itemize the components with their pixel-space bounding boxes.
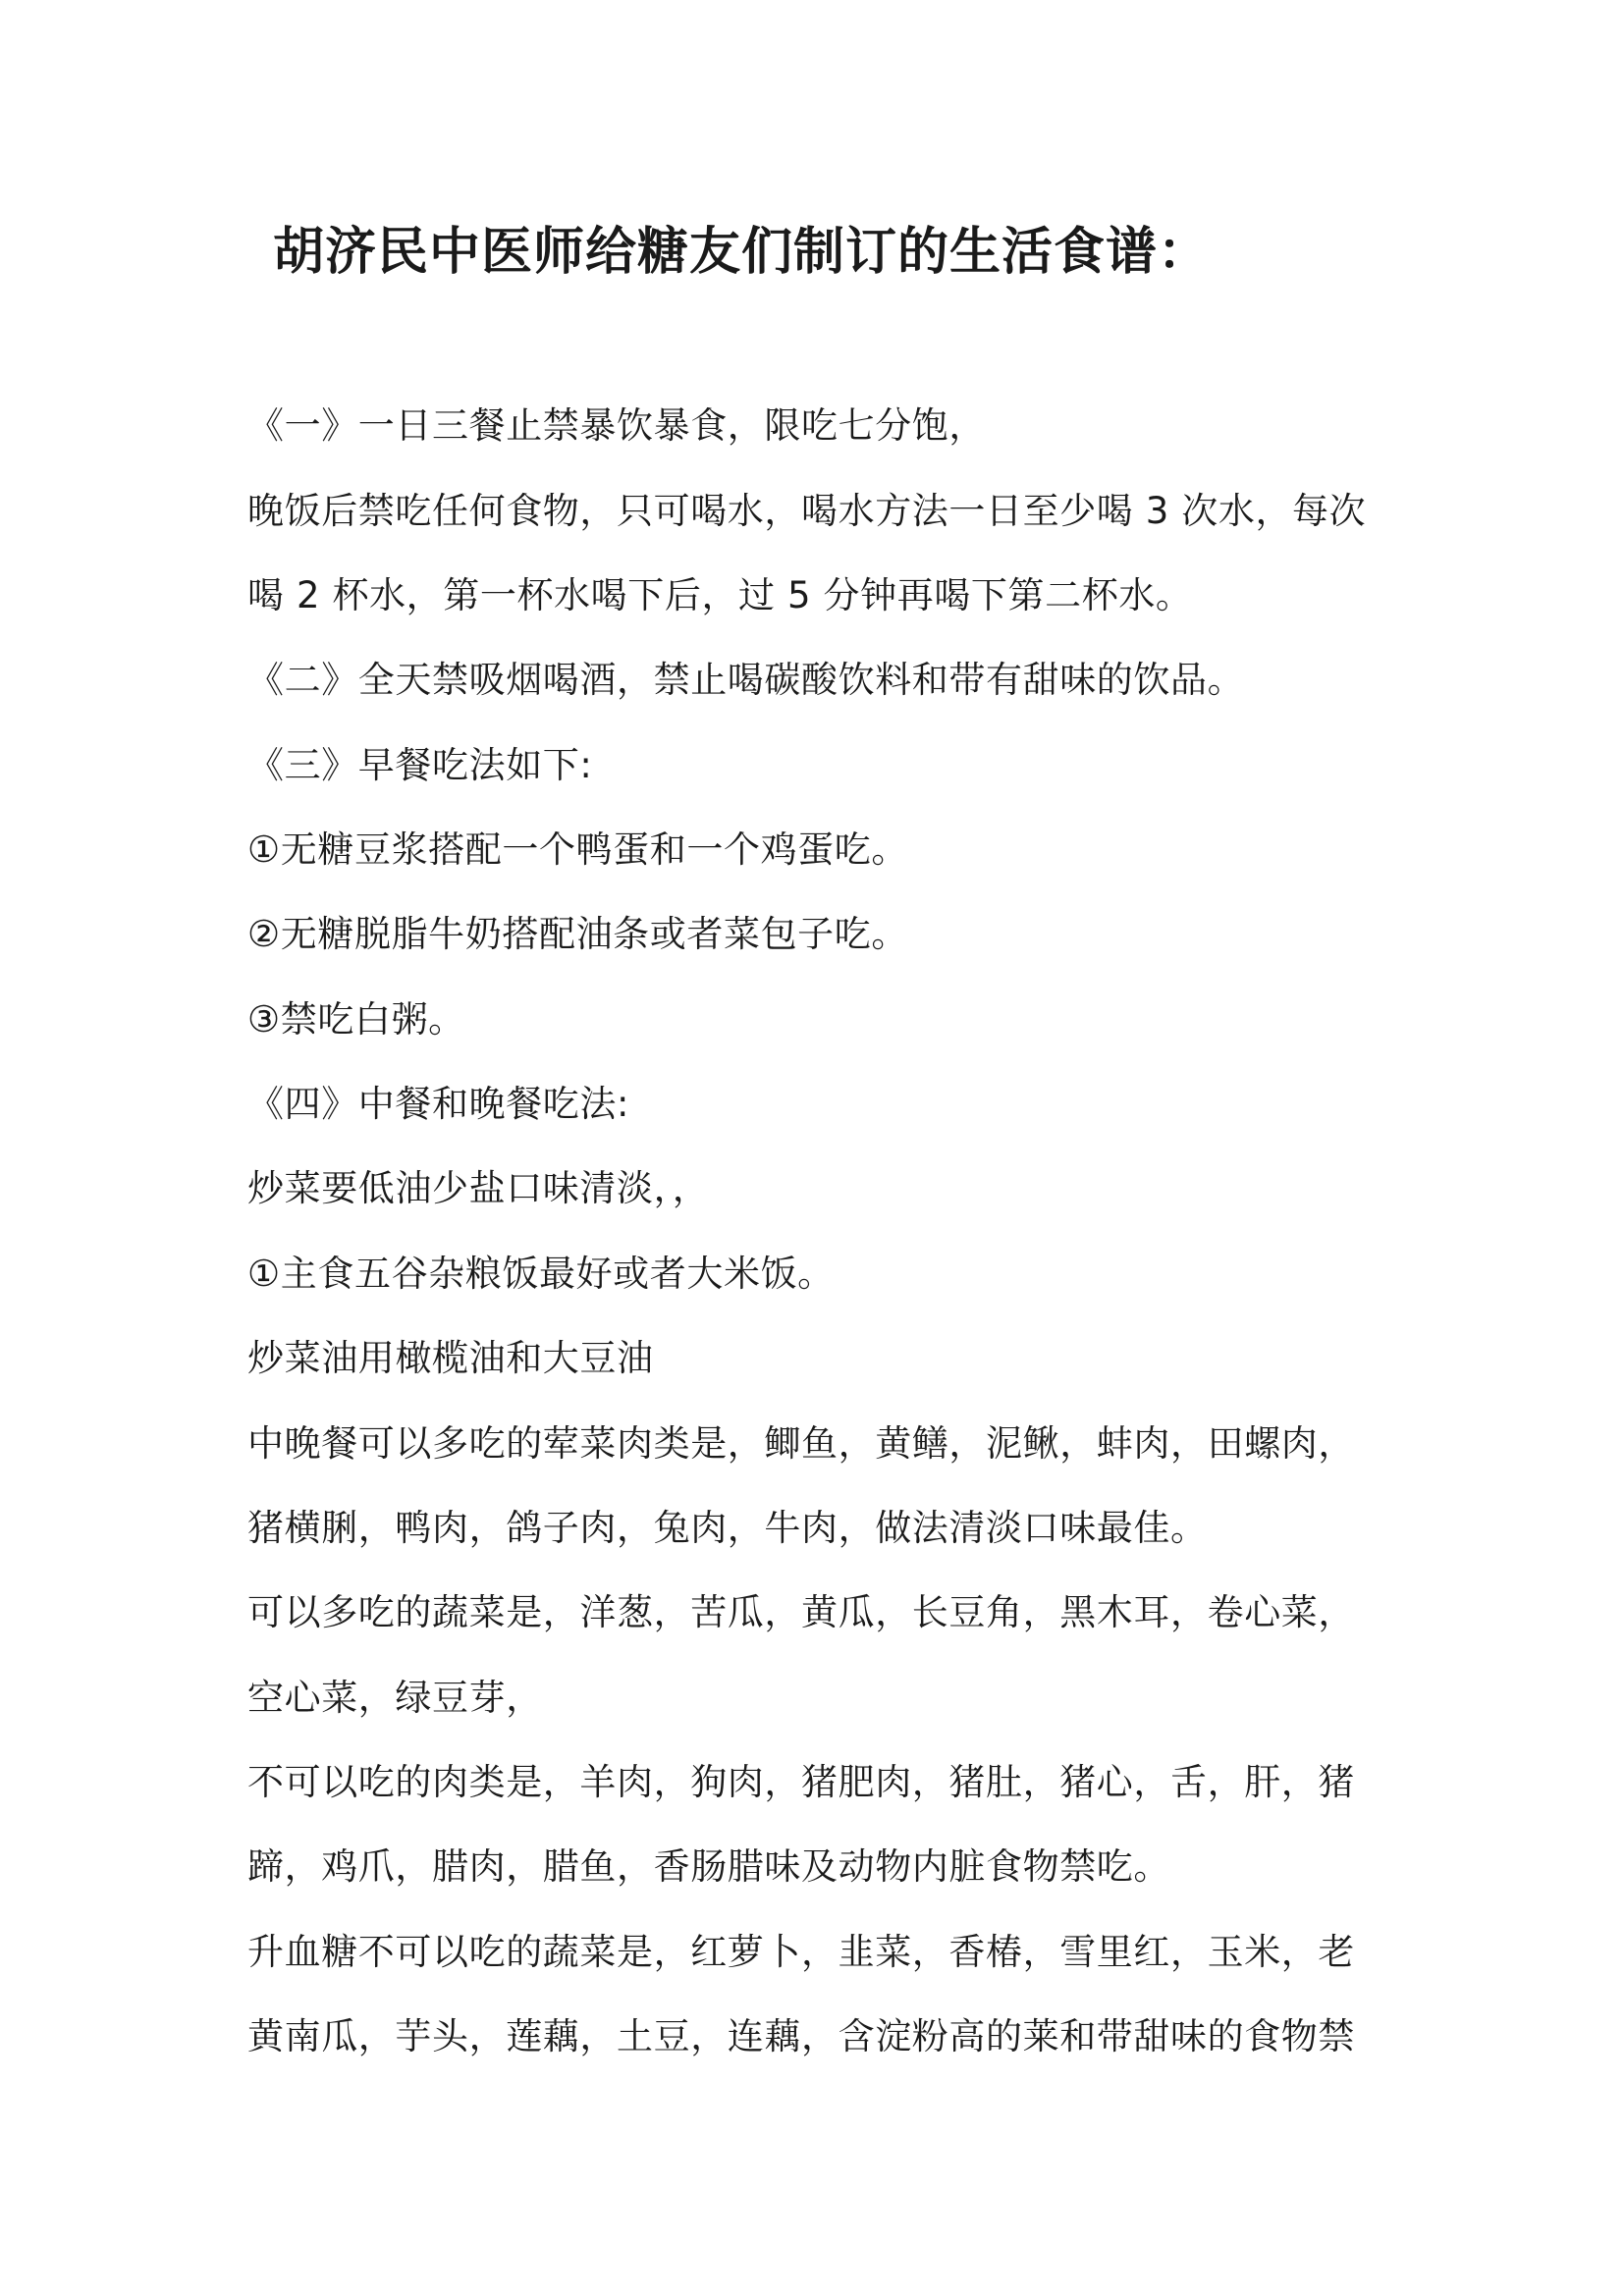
text-line: 炒菜要低油少盐口味清淡，， (247, 1167, 710, 1209)
text-line: 空心菜，绿豆芽， (247, 1677, 543, 1719)
text-line: ③禁吃白粥。 (247, 998, 465, 1041)
text-line: 升血糖不可以吃的蔬菜是，红萝卜，韭菜，香椿，雪里红，玉米，老 (247, 1931, 1355, 1973)
text-line: ①无糖豆浆搭配一个鸭蛋和一个鸡蛋吃。 (247, 828, 908, 871)
text-line: 蹄，鸡爪，腊肉，腊鱼，香肠腊味及动物内脏食物禁吃。 (247, 1845, 1170, 1888)
text-line: 可以多吃的蔬菜是，洋葱，苦瓜，黄瓜，长豆角，黑木耳，卷心菜， (247, 1591, 1355, 1633)
text-line: 喝 2 杯水，第一杯水喝下后，过 5 分钟再喝下第二杯水。 (247, 574, 1193, 616)
text-line: 中晚餐可以多吃的荤菜肉类是，鲫鱼，黄鳝，泥鳅，蚌肉，田螺肉， (247, 1422, 1355, 1465)
text-line: 晚饭后禁吃任何食物，只可喝水，喝水方法一日至少喝 3 次水，每次 (247, 490, 1367, 532)
text-line: 黄南瓜，芋头，莲藕，土豆，连藕，含淀粉高的莱和带甜味的食物禁 (247, 2015, 1355, 2057)
text-line: 《四》中餐和晚餐吃法: (247, 1083, 630, 1125)
text-line: 《二》全天禁吸烟喝酒，禁止喝碳酸饮料和带有甜味的饮品。 (247, 659, 1245, 701)
text-line: 不可以吃的肉类是，羊肉，狗肉，猪肥肉，猪肚，猪心，舌，肝，猪 (247, 1761, 1355, 1803)
text-line: ①主食五谷杂粮饭最好或者大米饭。 (247, 1253, 835, 1295)
text-line: ②无糖脱脂牛奶搭配油条或者菜包子吃。 (247, 913, 908, 955)
text-line: 猪横脷，鸭肉，鸽子肉，兔肉，牛肉，做法清淡口味最佳。 (247, 1507, 1208, 1549)
text-line: 炒菜油用橄榄油和大豆油 (247, 1337, 654, 1379)
page-title: 胡济民中医师给糖友们制订的生活食谱： (273, 223, 1211, 282)
text-line: 《一》一日三餐止禁暴饮暴食，限吃七分饱， (247, 404, 986, 447)
text-line: 《三》早餐吃法如下: (247, 744, 593, 786)
